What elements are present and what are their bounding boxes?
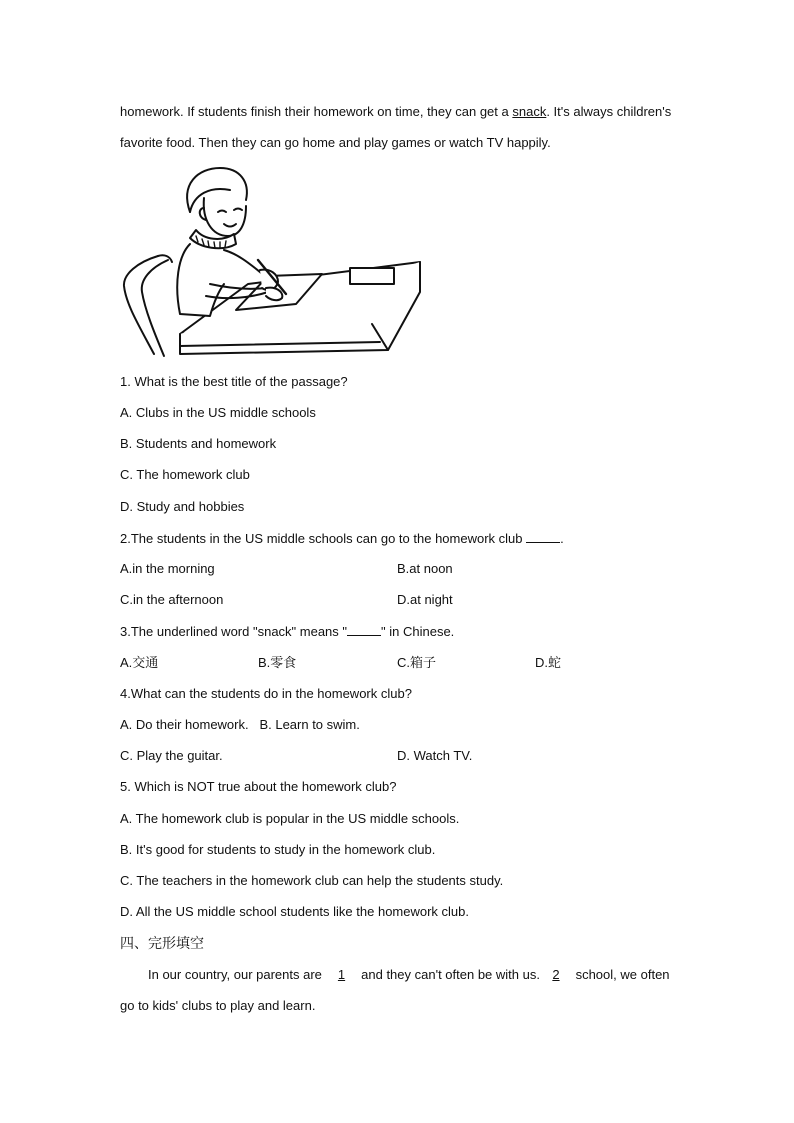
cloze-paragraph-line-2: go to kids' clubs to play and learn. [120, 998, 316, 1013]
answer-blank [347, 622, 381, 636]
question-3-option-a: A.交通 [120, 655, 159, 670]
passage-text: homework. If students finish their homework on time, they can get a [120, 104, 513, 119]
question-1-option-b: B. Students and homework [120, 436, 277, 451]
underlined-word-snack: snack [512, 104, 547, 119]
question-3-option-b: B.零食 [258, 655, 297, 670]
question-5-option-d: D. All the US middle school students like the homework club. [120, 904, 470, 919]
question-3-option-c: C.箱子 [397, 655, 437, 670]
question-4-stem: 4.What can the students do in the homework club? [120, 686, 412, 701]
section-heading: 四、完形填空 [120, 935, 204, 951]
question-2-option-d: D.at night [397, 592, 453, 607]
question-4-options-ab: A. Do their homework. B. Learn to swim. [120, 717, 360, 732]
cloze-paragraph-line-1: In our country, our parents are 1 and they can't often be with us. 2 school, we often [148, 967, 670, 982]
question-3-option-d: D.蛇 [535, 655, 562, 670]
question-1-option-a: A. Clubs in the US middle schools [120, 405, 316, 420]
question-1-option-d: D. Study and hobbies [120, 499, 245, 514]
question-3-stem: 3.The underlined word "snack" means " " in Chinese. [120, 624, 455, 639]
question-5-stem: 5. Which is NOT true about the homework club? [120, 779, 397, 794]
passage-text: . It's always children's [546, 104, 672, 119]
question-4-option-d: D. Watch TV. [397, 748, 473, 763]
answer-blank [526, 529, 560, 543]
cloze-blank-2: 2 [552, 967, 560, 982]
passage-line-1 [120, 103, 671, 121]
question-1-option-c: C. The homework club [120, 467, 250, 482]
question-4-option-c: C. Play the guitar. [120, 748, 223, 763]
question-5-option-c: C. The teachers in the homework club can help the students study. [120, 873, 504, 888]
student-at-desk-illustration [118, 164, 424, 366]
passage-line-2: favorite food. Then they can go home and play games or watch TV happily. [120, 135, 551, 150]
cloze-blank-1: 1 [337, 967, 346, 982]
question-2-option-b: B.at noon [397, 561, 453, 576]
question-5-option-b: B. It's good for students to study in the homework club. [120, 842, 436, 857]
question-2-option-c: C.in the afternoon [120, 592, 224, 607]
question-2-stem: 2.The students in the US middle schools can go to the homework club . [120, 531, 564, 546]
question-1-stem: 1. What is the best title of the passage? [120, 374, 348, 389]
question-2-option-a: A.in the morning [120, 561, 215, 576]
question-5-option-a: A. The homework club is popular in the US middle schools. [120, 811, 460, 826]
